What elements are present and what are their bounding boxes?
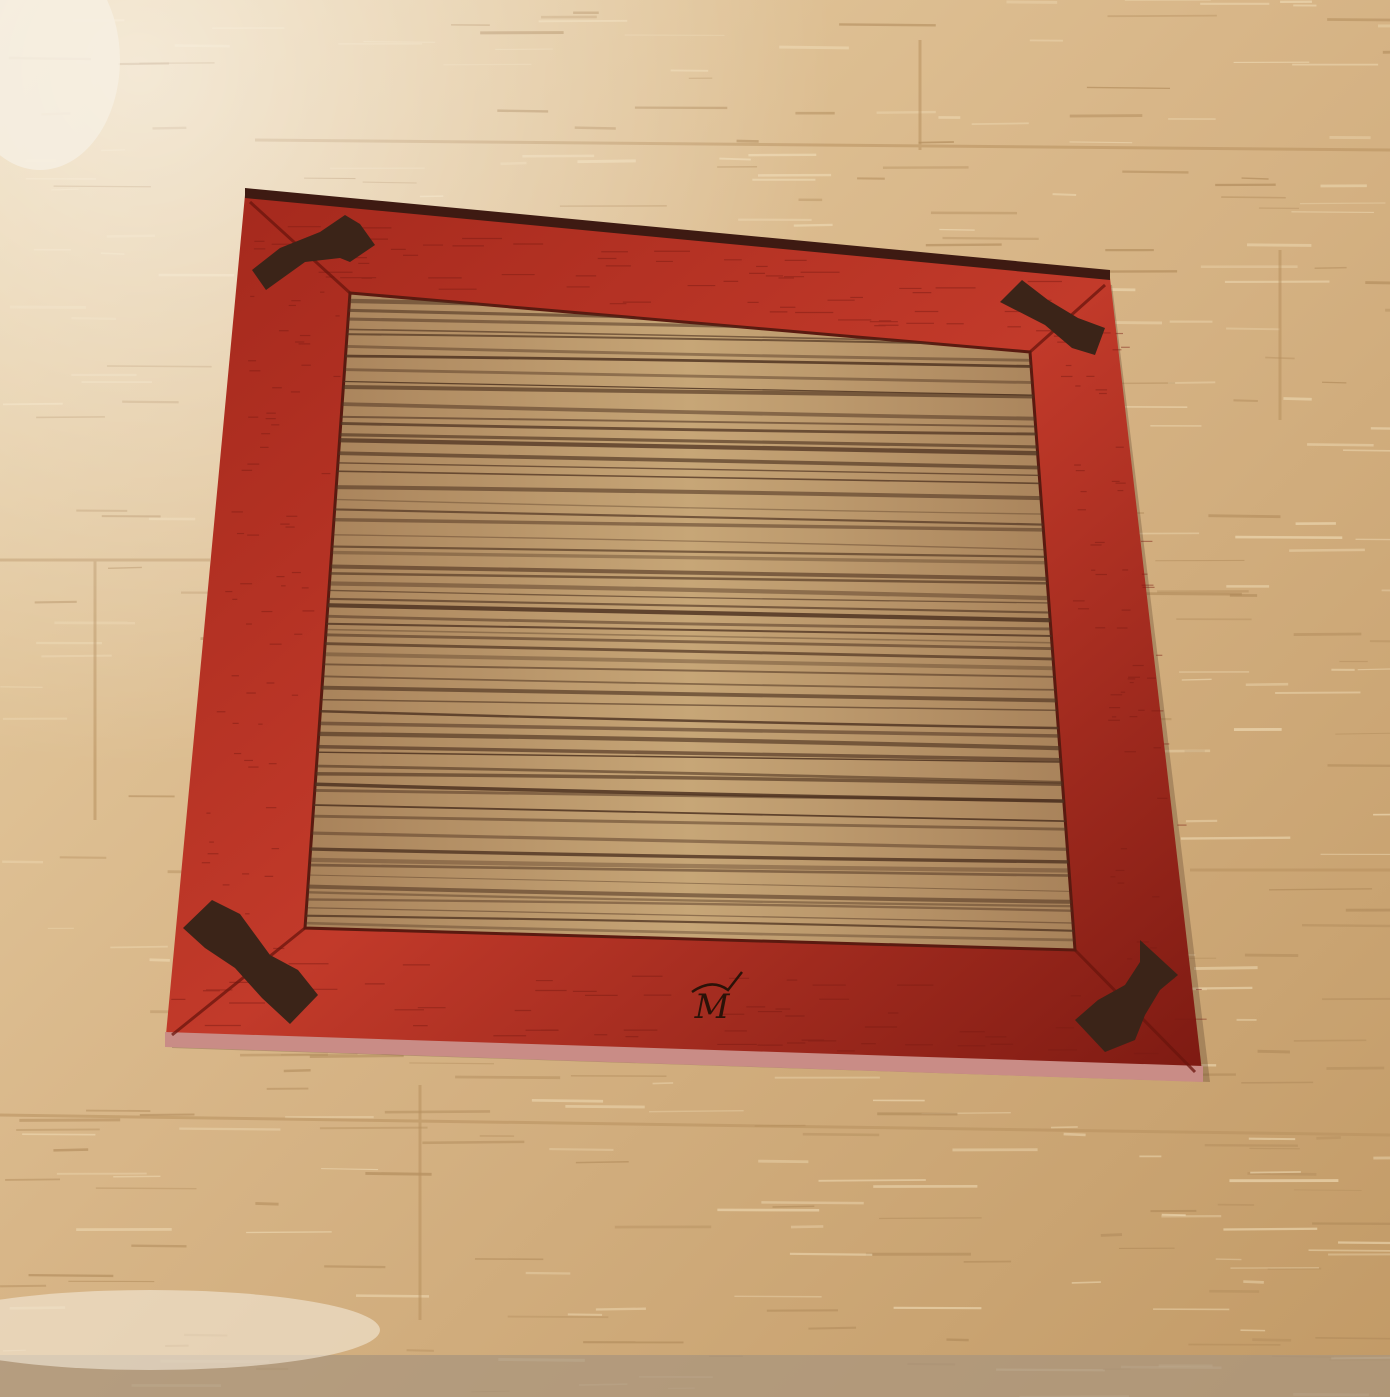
maker-signature: M xyxy=(694,987,730,1027)
